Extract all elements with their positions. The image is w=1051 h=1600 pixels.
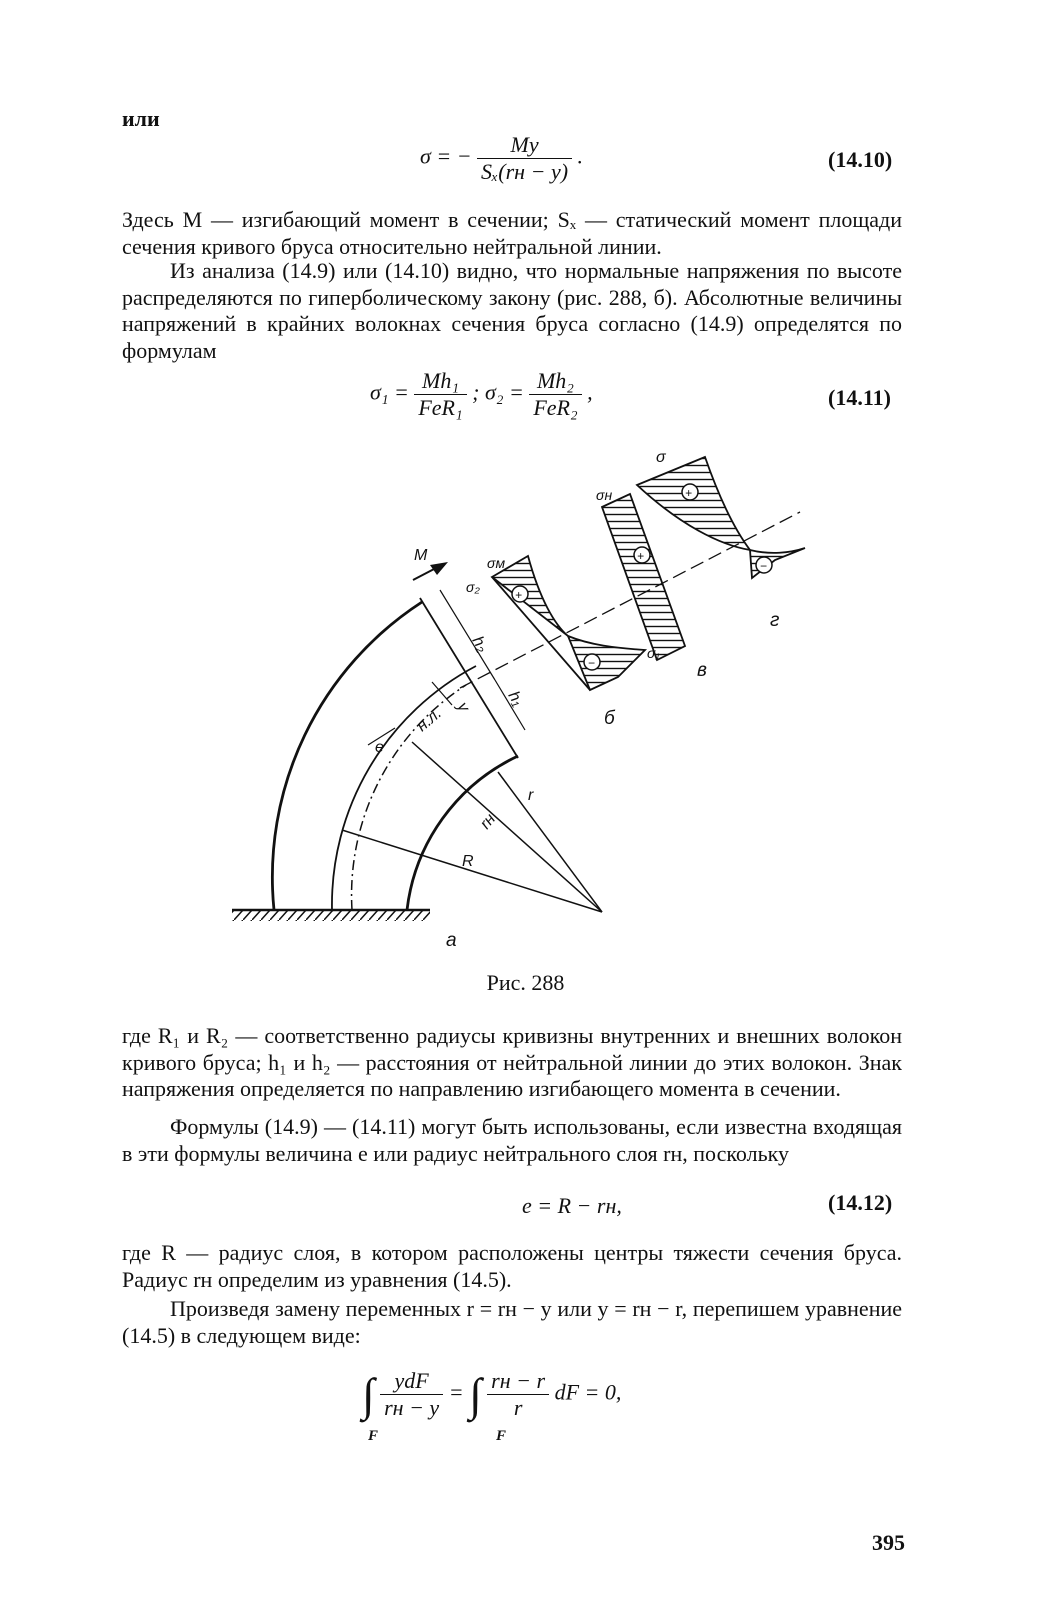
header-word: или: [122, 106, 160, 131]
sign-plus-b: +: [515, 588, 523, 602]
label-e: e: [375, 739, 384, 756]
paragraph-1: Здесь M — изгибающий момент в сечении; Sₓ — статический момент площади сечения кривого бруса относительно нейтральной линии.: [122, 207, 902, 259]
label-a: а: [446, 930, 457, 951]
integral-fraction-1: [380, 1368, 443, 1421]
radius-R: [342, 830, 602, 912]
formula-separator: ; σ₂ =: [472, 379, 524, 405]
integral-sign-1: ∫: [362, 1369, 375, 1420]
label-M: M: [414, 547, 428, 564]
page-number: 395: [872, 1530, 905, 1555]
paragraph-6: Произведя замену переменных r = rн − y или y = rн − r, перепишем уравнение (14.5) в следующем виде:: [122, 1296, 902, 1348]
paragraph-2: Из анализа (14.9) или (14.10) видно, что нормальные напряжения по высоте распределяются по гиперболическому закону (рис. 288, б). Абсолютные величины напряжений в крайних волокнах сечения бруса согласно (14.9) определятся по формулам: [122, 258, 902, 363]
label-sigma: σ: [656, 449, 666, 466]
formula-lhs: σ = −: [420, 143, 472, 169]
dim-h2: [440, 590, 495, 680]
label-v: в: [697, 660, 707, 681]
stress-diagram-v: [602, 494, 685, 660]
integral-tail: dF = 0,: [554, 1379, 622, 1405]
formula-integral: [362, 1368, 621, 1421]
label-h1: h₁: [504, 688, 527, 710]
formula-end: .: [577, 143, 584, 169]
sign-plus-g: +: [685, 486, 693, 500]
ground-support: [232, 910, 430, 921]
formula-denominator-1: FeR₁: [418, 395, 463, 420]
formula-numerator: My: [477, 132, 572, 159]
label-sigma-n: σн: [596, 487, 613, 503]
integral-denominator-1: rн − y: [384, 1395, 440, 1420]
equation-number-14-10: (14.10): [828, 147, 893, 172]
label-y: y: [453, 699, 473, 715]
formula-numerator-1: Mh₁: [414, 368, 466, 395]
formula-denominator-2: FeR₂: [533, 395, 578, 420]
moment-arrow: [413, 562, 448, 580]
label-sigma-1: σ₁: [647, 645, 660, 661]
formula-numerator-2: Mh₂: [529, 368, 581, 395]
centroid-arc: [332, 666, 476, 910]
label-r: r: [528, 787, 534, 804]
inner-arc: [407, 756, 518, 910]
paragraph-5: где R — радиус слоя, в котором расположены центры тяжести сечения бруса. Радиус rн определим из уравнения (14.5).: [122, 1240, 902, 1292]
section-geometry: [342, 512, 800, 912]
label-sigma-2: σ₂: [466, 579, 480, 595]
paragraph-4: Формулы (14.9) — (14.11) могут быть использованы, если известна входящая в эти формулы величина e или радиус нейтрального слоя rн, поскольку: [122, 1114, 902, 1166]
radius-r: [498, 772, 602, 912]
integral-subscript-2: F: [496, 1428, 507, 1444]
label-R: R: [462, 853, 474, 870]
sign-plus-v: +: [637, 549, 645, 563]
label-h2: h₂: [468, 633, 491, 655]
figure-caption: Рис. 288: [486, 970, 565, 995]
sign-minus-g: −: [760, 559, 768, 573]
paragraph-3: где R₁ и R₂ — соответственно радиусы кривизны внутренних и внешних волокон кривого бруса; h₁ и h₂ — расстояния от нейтральной линии до этих волокон. Знак напряжения определяется по направлению изгибающего момента в сечении.: [122, 1023, 902, 1101]
label-np: н.л.: [413, 704, 446, 736]
equation-number-14-12: (14.12): [828, 1190, 893, 1215]
label-rn: rн: [477, 810, 500, 833]
integral-sign-2: ∫: [469, 1369, 482, 1420]
outer-arc: [272, 602, 422, 910]
formula-end: ,: [587, 379, 593, 405]
section-line: [420, 598, 518, 758]
label-b: б: [604, 708, 615, 729]
label-sigma-m: σм: [487, 555, 506, 571]
integral-numerator-2: rн − r: [487, 1368, 549, 1395]
integral-equals: =: [448, 1379, 464, 1405]
formula-sigma1: σ₁ =: [370, 379, 409, 405]
integral-fraction-2: [487, 1368, 549, 1421]
integral-numerator-1: ydF: [380, 1368, 443, 1395]
label-g: г: [770, 610, 780, 631]
neutral-arc: [352, 685, 466, 910]
radius-rn: [412, 742, 602, 912]
formula-14-12: e = R − rн,: [522, 1193, 622, 1218]
stress-diagram-b: [492, 556, 645, 690]
equation-number-14-11: (14.11): [828, 385, 891, 410]
sign-minus-b: −: [588, 656, 596, 670]
integral-subscript-1: F: [368, 1428, 379, 1444]
formula-denominator: Sₓ(rн − y): [481, 159, 569, 184]
integral-denominator-2: r: [513, 1395, 523, 1420]
stress-diagram-g: [637, 457, 805, 578]
